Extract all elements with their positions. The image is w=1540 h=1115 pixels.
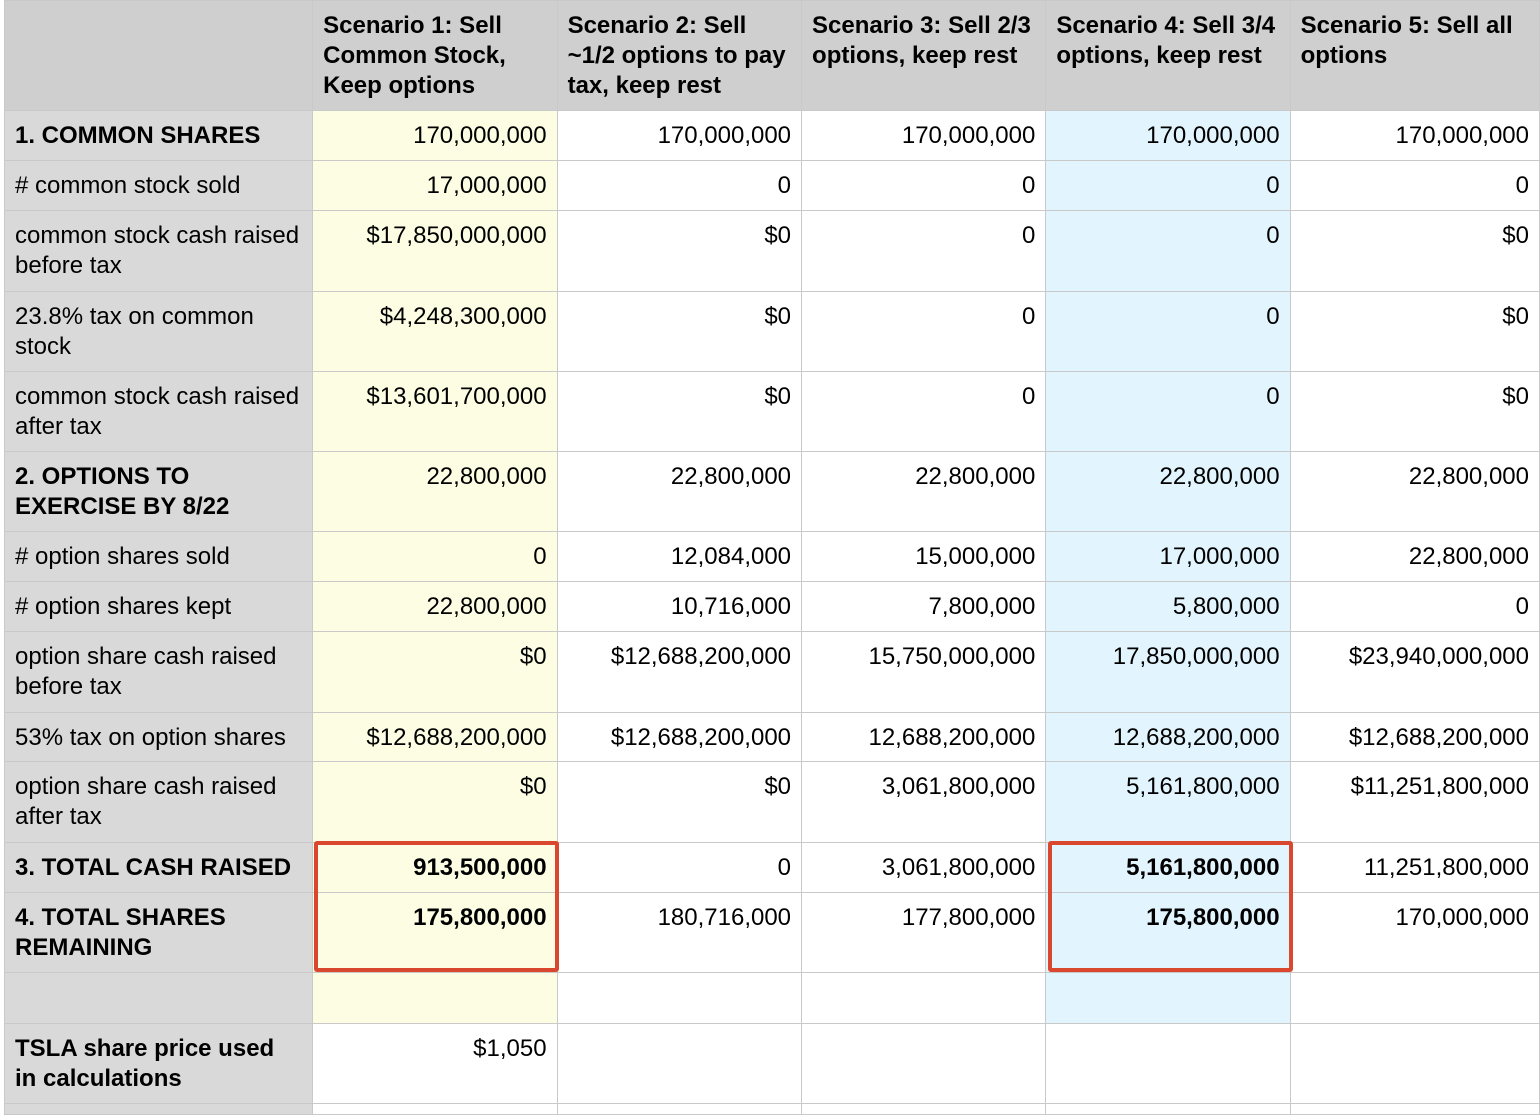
value-cell-scenario-5[interactable]: $12,688,200,000	[1290, 713, 1539, 762]
value-cell-scenario-5[interactable]: $11,251,800,000	[1290, 762, 1539, 843]
row-label-cell[interactable]: 4. TOTAL SHARES REMAINING	[5, 893, 313, 973]
value-cell-scenario-3[interactable]: 3,061,800,000	[802, 762, 1046, 843]
table-row	[5, 211, 1540, 292]
value-cell-scenario-1[interactable]: $4,248,300,000	[313, 292, 557, 372]
value-cell-scenario-4[interactable]: 170,000,000	[1046, 111, 1290, 161]
table-row	[5, 843, 1540, 893]
table-row	[5, 1024, 1540, 1104]
value-cell-scenario-4[interactable]	[1046, 1024, 1290, 1104]
scenario-spreadsheet	[4, 0, 1540, 1115]
column-header-scenario-3[interactable]: Scenario 3: Sell 2/3 options, keep rest	[802, 1, 1046, 111]
table-row	[5, 292, 1540, 372]
value-cell-scenario-1[interactable]: 170,000,000	[313, 111, 557, 161]
row-label-cell[interactable]: 1. COMMON SHARES	[5, 111, 313, 161]
row-label-cell[interactable]: option share cash raised before tax	[5, 632, 313, 713]
value-cell-scenario-4[interactable]: 22,800,000	[1046, 452, 1290, 532]
value-cell-scenario-3[interactable]: 177,800,000	[802, 893, 1046, 973]
value-cell-scenario-5[interactable]: 22,800,000	[1290, 452, 1539, 532]
row-label-cell[interactable]: # option shares sold	[5, 532, 313, 582]
value-cell-scenario-2[interactable]: 10,716,000	[557, 582, 801, 632]
value-cell-scenario-1[interactable]	[313, 1104, 557, 1115]
value-cell-scenario-4[interactable]: 17,850,000,000	[1046, 632, 1290, 713]
value-cell-scenario-5[interactable]	[1290, 1104, 1539, 1115]
value-cell-scenario-2[interactable]: $0	[557, 292, 801, 372]
value-cell-scenario-4[interactable]: 17,000,000	[1046, 532, 1290, 582]
value-cell-scenario-1[interactable]: $0	[313, 762, 557, 843]
value-cell-scenario-1[interactable]: $17,850,000,000	[313, 211, 557, 292]
row-label-cell[interactable]: # common stock sold	[5, 161, 313, 211]
value-cell-scenario-1[interactable]: 0	[313, 532, 557, 582]
row-label-cell[interactable]: 23.8% tax on common stock	[5, 292, 313, 372]
value-cell-scenario-2[interactable]: 180,716,000	[557, 893, 801, 973]
column-header-row-label[interactable]	[5, 1, 313, 111]
table-row	[5, 452, 1540, 532]
value-cell-scenario-5[interactable]: 170,000,000	[1290, 111, 1539, 161]
value-cell-scenario-4[interactable]: 0	[1046, 161, 1290, 211]
value-cell-scenario-2[interactable]: 0	[557, 843, 801, 893]
value-cell-scenario-4[interactable]	[1046, 973, 1290, 1024]
row-label-cell[interactable]: common stock cash raised before tax	[5, 211, 313, 292]
value-cell-scenario-2[interactable]: $0	[557, 372, 801, 452]
value-cell-scenario-3[interactable]: 0	[802, 292, 1046, 372]
table-row	[5, 632, 1540, 713]
value-cell-scenario-3[interactable]: 22,800,000	[802, 452, 1046, 532]
table-row	[5, 532, 1540, 582]
column-header-scenario-5[interactable]: Scenario 5: Sell all options	[1290, 1, 1539, 111]
value-cell-scenario-5[interactable]: $0	[1290, 211, 1539, 292]
table-row	[5, 1104, 1540, 1115]
value-cell-scenario-4[interactable]: 12,688,200,000	[1046, 713, 1290, 762]
value-cell-scenario-1[interactable]: 22,800,000	[313, 582, 557, 632]
value-cell-scenario-5[interactable]	[1290, 1024, 1539, 1104]
value-cell-scenario-5[interactable]: 22,800,000	[1290, 532, 1539, 582]
value-cell-scenario-4[interactable]: 0	[1046, 292, 1290, 372]
row-label-cell[interactable]: TSLA share price used in calculations	[5, 1024, 313, 1104]
value-cell-scenario-4[interactable]	[1046, 1104, 1290, 1115]
value-cell-scenario-1[interactable]: $13,601,700,000	[313, 372, 557, 452]
value-cell-scenario-3[interactable]: 3,061,800,000	[802, 843, 1046, 893]
value-cell-scenario-5[interactable]: $0	[1290, 372, 1539, 452]
table-row	[5, 973, 1540, 1024]
row-label-cell[interactable]	[5, 973, 313, 1024]
value-cell-scenario-2[interactable]: 22,800,000	[557, 452, 801, 532]
value-cell-scenario-3[interactable]: 15,000,000	[802, 532, 1046, 582]
row-label-cell[interactable]	[5, 1104, 313, 1115]
value-cell-scenario-2[interactable]	[557, 1024, 801, 1104]
value-cell-scenario-3[interactable]: 7,800,000	[802, 582, 1046, 632]
value-cell-scenario-2[interactable]: $0	[557, 762, 801, 843]
value-cell-scenario-5[interactable]: 170,000,000	[1290, 893, 1539, 973]
value-cell-scenario-5[interactable]: 11,251,800,000	[1290, 843, 1539, 893]
value-cell-scenario-1[interactable]	[313, 973, 557, 1024]
value-cell-scenario-4[interactable]: 0	[1046, 211, 1290, 292]
column-header-scenario-1[interactable]: Scenario 1: Sell Common Stock, Keep options	[313, 1, 557, 111]
value-cell-scenario-2[interactable]: $12,688,200,000	[557, 632, 801, 713]
column-header-scenario-2[interactable]: Scenario 2: Sell ~1/2 options to pay tax, keep rest	[557, 1, 801, 111]
row-label-cell[interactable]: # option shares kept	[5, 582, 313, 632]
value-cell-scenario-5[interactable]: 0	[1290, 582, 1539, 632]
column-header-scenario-4[interactable]: Scenario 4: Sell 3/4 options, keep rest	[1046, 1, 1290, 111]
row-label-cell[interactable]: 53% tax on option shares	[5, 713, 313, 762]
table-row	[5, 161, 1540, 211]
value-cell-scenario-1[interactable]: 175,800,000	[313, 893, 557, 973]
value-cell-scenario-5[interactable]: 0	[1290, 161, 1539, 211]
value-cell-scenario-4[interactable]: 5,161,800,000	[1046, 762, 1290, 843]
value-cell-scenario-3[interactable]: 12,688,200,000	[802, 713, 1046, 762]
value-cell-scenario-4[interactable]: 5,161,800,000	[1046, 843, 1290, 893]
value-cell-scenario-3[interactable]: 170,000,000	[802, 111, 1046, 161]
row-label-cell[interactable]: common stock cash raised after tax	[5, 372, 313, 452]
table-row	[5, 893, 1540, 973]
value-cell-scenario-1[interactable]: 17,000,000	[313, 161, 557, 211]
value-cell-scenario-5[interactable]	[1290, 973, 1539, 1024]
value-cell-scenario-3[interactable]: 0	[802, 372, 1046, 452]
value-cell-scenario-3[interactable]	[802, 973, 1046, 1024]
value-cell-scenario-3[interactable]	[802, 1104, 1046, 1115]
value-cell-scenario-5[interactable]: $23,940,000,000	[1290, 632, 1539, 713]
value-cell-scenario-1[interactable]: $1,050	[313, 1024, 557, 1104]
value-cell-scenario-2[interactable]	[557, 973, 801, 1024]
value-cell-scenario-3[interactable]	[802, 1024, 1046, 1104]
value-cell-scenario-1[interactable]: $12,688,200,000	[313, 713, 557, 762]
value-cell-scenario-3[interactable]: 0	[802, 161, 1046, 211]
value-cell-scenario-1[interactable]: 913,500,000	[313, 843, 557, 893]
value-cell-scenario-2[interactable]: 12,084,000	[557, 532, 801, 582]
table-row	[5, 111, 1540, 161]
row-label-cell[interactable]: 3. TOTAL CASH RAISED	[5, 843, 313, 893]
value-cell-scenario-4[interactable]: 5,800,000	[1046, 582, 1290, 632]
value-cell-scenario-2[interactable]: $0	[557, 211, 801, 292]
value-cell-scenario-1[interactable]: 22,800,000	[313, 452, 557, 532]
value-cell-scenario-2[interactable]: 0	[557, 161, 801, 211]
table-row	[5, 582, 1540, 632]
value-cell-scenario-5[interactable]: $0	[1290, 292, 1539, 372]
table-row	[5, 762, 1540, 843]
value-cell-scenario-4[interactable]: 175,800,000	[1046, 893, 1290, 973]
row-label-cell[interactable]: option share cash raised after tax	[5, 762, 313, 843]
value-cell-scenario-1[interactable]: $0	[313, 632, 557, 713]
header-row	[5, 1, 1540, 111]
table-row	[5, 372, 1540, 452]
value-cell-scenario-3[interactable]: 0	[802, 211, 1046, 292]
value-cell-scenario-2[interactable]	[557, 1104, 801, 1115]
value-cell-scenario-3[interactable]: 15,750,000,000	[802, 632, 1046, 713]
value-cell-scenario-4[interactable]: 0	[1046, 372, 1290, 452]
row-label-cell[interactable]: 2. OPTIONS TO EXERCISE BY 8/22	[5, 452, 313, 532]
table-row	[5, 713, 1540, 762]
value-cell-scenario-2[interactable]: $12,688,200,000	[557, 713, 801, 762]
value-cell-scenario-2[interactable]: 170,000,000	[557, 111, 801, 161]
